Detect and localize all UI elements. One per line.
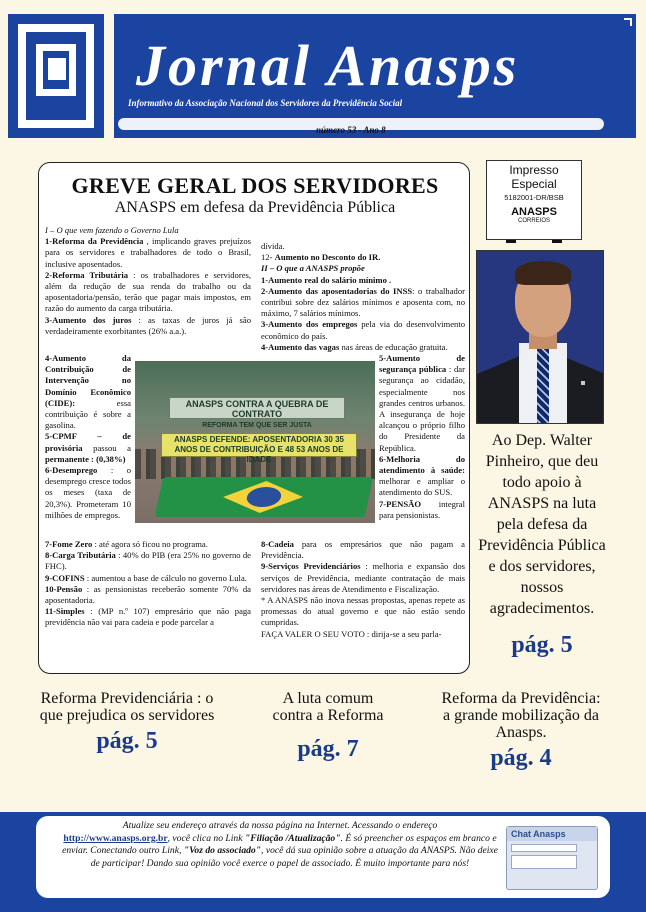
link-filiacao[interactable]: "Filiação /Atualização" [244,832,341,844]
teaser-page-ref[interactable]: pág. 7 [297,736,359,762]
article-paragraph: 9-COFINS : aumentou a base de cálculo no governo Lula. [45,572,247,583]
thanks-caption: Ao Dep. Walter Pinheiro, que deu todo apoio à ANASPS na luta pela defesa da Previdência Pública e dos servidores, nossos agradecimentos. [478,432,606,617]
article-paragraph: 9-Serviços Previdenciários : melhoria e expansão dos serviços de Previdência, mediante contratação de mais servidores nas áreas de Atendimento e Fiscalização. [261,561,466,594]
anasps-logo [8,14,104,138]
article-paragraph: 3-Aumento dos empregos pela via do desenvolvimento econômico do país. [261,319,465,341]
article-paragraph: 11-Simples : (MP n.º 107) empresário que não paga previdência não vai para cadeia e pode parcelar a [45,606,251,628]
article-paragraph: 2-Reforma Tributária : os trabalhadores e servidores, além da redução de sua renda do trabalho ou da aposentadoria/pensão, terão que pagar mais impostos, em razão do aumento da carga tributária. [45,269,251,314]
portrait-photo [476,250,604,424]
website-link[interactable]: http://www.anasps.org.br [63,832,168,844]
chat-title: Chat Anasps [507,827,597,841]
chat-field[interactable] [511,844,577,852]
main-article [38,162,470,674]
article-paragraph: 7-Fome Zero : até agora só ficou no programa. [45,539,208,549]
article-headline: GREVE GERAL DOS SERVIDORES [71,173,439,198]
issue-number: número 53 - Ano 8 [316,125,386,135]
chat-message-field[interactable] [511,855,577,869]
photo-banner-contract: ANASPS CONTRA A QUEBRA DE CONTRATO REFORMA TEM QUE SER JUSTA [169,397,345,419]
article-subhead: ANASPS em defesa da Previdência Pública [114,199,396,216]
right-column-bottom [261,539,465,640]
article-paragraph: I – O que vem fazendo o Governo Lula [45,225,179,235]
article-paragraph: 8-Cadeia para os empresários que não pagam a Previdência. [261,539,465,561]
teaser-page-ref[interactable]: pág. 5 [96,728,158,754]
chat-widget[interactable] [506,826,598,890]
teaser-reforma-previdenciaria[interactable]: Reforma Previdenciária : o que prejudica os servidores pág. 5 [34,690,220,754]
brazil-flag [155,477,374,517]
stamp-marks [484,240,584,244]
left-column-top [45,225,251,337]
postal-stamp: Impresso Especial 5182001-DR/BSB ANASPS CORREIOS [486,160,582,240]
article-paragraph: 5-CPMF – de provisória passou a permanente : (0,38%) [45,431,131,464]
article-paragraph: 6-Desemprego : o desemprego cresce todos os meses (taxa de 20,3%). Prometeram 10 milhões de empregos. [45,465,131,520]
title-band [114,14,636,138]
article-paragraph: 4-Aumento das vagas nas áreas de educação gratuita. [261,341,448,352]
article-paragraph: * A ANASPS não inova nessas propostas, apenas repete as promessas do atual governo e que não estão sendo cumpridas. [261,595,465,628]
article-paragraph: 12- Aumento no Desconto do IR. [261,252,381,263]
photo-banner-retirement: ANASPS DEFENDE: APOSENTADORIA 30 35 ANOS DE CONTRIBUIÇÃO E 48 53 ANOS DE IDADE [161,433,357,457]
article-paragraph: 1-Aumento real do salário mínimo . [261,274,392,285]
right-column-top [261,241,465,353]
newspaper-title: Jornal Anasps [136,33,520,98]
article-paragraph: dívida. [261,241,285,251]
protest-photo [135,361,375,523]
footer-text: Atualize seu endereço através da nossa página na Internet. Acessando o endereço http://www.anasps.org.br, você clica no Link "Filiação /Atualização". É só preencher os espaços em branco e enviar. Conectando outro Link, "Voz do associado", você dá sua opinião sobre a atuação da ANASPS. Não deixe de participar! Dando sua opinião você exerce o papel de associado. É muito importante para nós! [62,820,498,869]
article-paragraph: 7-PENSÃO integral para pensionistas. [379,498,465,520]
article-paragraph: II – O que a ANASPS propõe [261,263,365,274]
teaser-mobilizacao[interactable]: Reforma da Previdência: a grande mobilização da Anasps. pág. 4 [436,690,606,771]
teaser-page-ref[interactable]: pág. 4 [490,745,552,771]
left-column-side [45,353,131,521]
article-paragraph: FAÇA VALER O SEU VOTO : dirija-se a seu parla- [261,628,442,639]
sidebar-page-ref[interactable]: pág. 5 [511,632,573,658]
article-paragraph: 8-Carga Tributária : 40% do PIB (era 25% no governo de FHC). [45,550,251,572]
article-paragraph: 2-Aumento das aposentadorias do INSS: o trabalhador contribui sobre dez salários mínimos e aposenta com, no máximo, 7 salários mínimos. [261,285,465,319]
article-paragraph: 4-Aumento da Contribuição de Intervenção no Domínio Econômico (CIDE): essa contribuição é sobre a gasolina. [45,353,131,431]
teaser-luta-comum[interactable]: A luta comum contra a Reforma pág. 7 [266,690,390,762]
article-paragraph: 10-Pensão : as pensionistas receberão somente 70% da aposentadoria. [45,583,251,606]
article-paragraph: 5-Aumento de segurança pública : dar segurança ao cidadão, especialmente nos grandes centros urbanos. A insegurança de hoje alcançou o próprio filho do Presidente da República. [379,353,465,453]
right-column-side [379,353,465,521]
article-paragraph: 6-Melhoria do atendimento à saúde: melhorar e ampliar o atendimento do SUS. [379,453,465,498]
link-voz-associado[interactable]: "Voz do associado" [183,845,262,857]
article-paragraph: 3-Aumento dos juros : as taxas de juros já são verdadeiramente exorbitantes (26% a.a.). [45,314,251,336]
left-column-bottom [45,539,251,629]
newspaper-subtitle: Informativo da Associação Nacional dos Servidores da Previdência Social [128,98,403,108]
article-paragraph: 1-Reforma da Previdência , implicando graves prejuízos para os servidores e trabalhadores de todo o Brasil, inclusive aposentados. [45,236,251,269]
